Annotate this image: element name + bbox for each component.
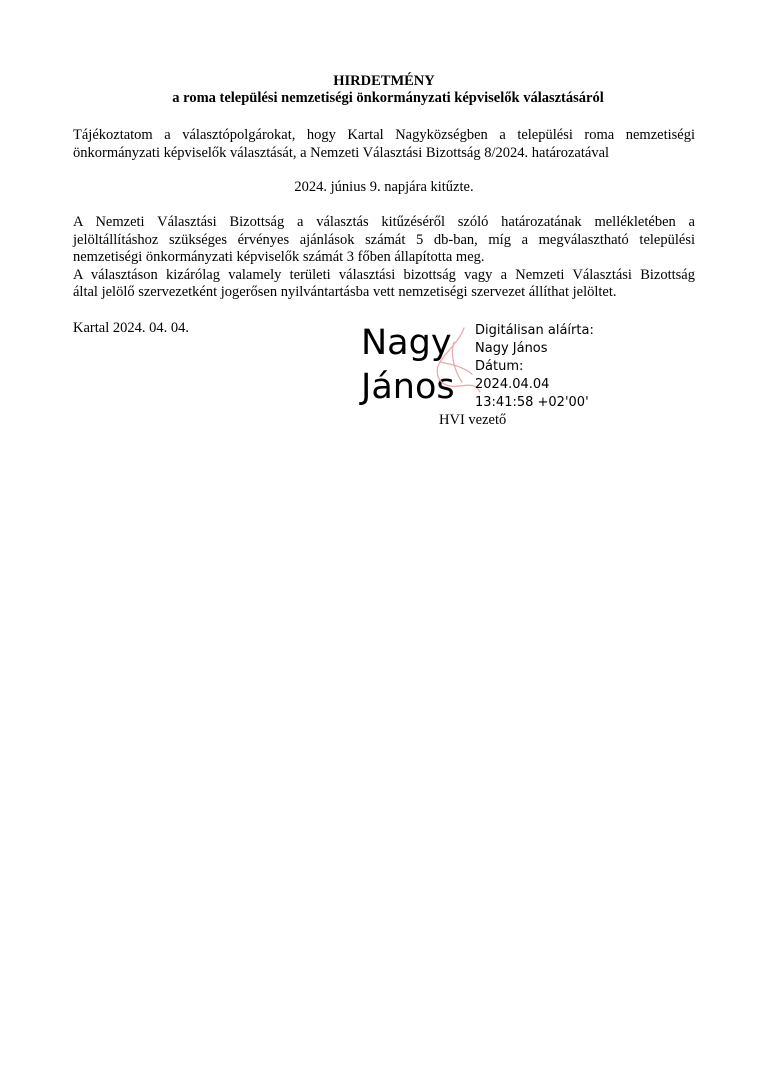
paragraph-line: által jelölő szervezetként jogerősen nyilvántartásba vett nemzetiségi szervezet állíthat jelöltet.: [73, 284, 617, 300]
document-title: HIRDETMÉNY: [333, 73, 435, 89]
signature-name-first: Nagy: [361, 323, 452, 363]
election-date-line: 2024. június 9. napjára kitűzte.: [294, 179, 474, 195]
paragraph-line: A választáson kizárólag valamely területi választási bizottság vagy a Nemzeti Választási Bizottság: [73, 266, 695, 283]
place-date: Kartal 2024. 04. 04.: [73, 320, 189, 336]
signer-role: HVI vezető: [439, 412, 507, 428]
signature-time: 13:41:58 +02'00': [475, 395, 589, 410]
signature-signer: Nagy János: [475, 341, 548, 356]
paragraph-line: Tájékoztatom a választópolgárokat, hogy Kartal Nagyközségben a települési roma nemzetiségi: [73, 127, 695, 143]
paragraph-line: jelöltállításhoz szükséges érvényes ajánlások számát 5 db-ban, míg a megválasztható települési: [73, 231, 695, 248]
paragraph-line: önkormányzati képviselők választását, a Nemzeti Választási Bizottság 8/2024. határozatával: [73, 144, 610, 161]
paragraph-details: [73, 214, 695, 302]
document-subtitle: a roma települési nemzetiségi önkormányzati képviselők választásáról: [172, 90, 604, 106]
digital-signature-details: [475, 322, 594, 412]
signature-digital-label: Digitálisan aláírta:: [475, 323, 594, 338]
signature-date: 2024.04.04: [475, 377, 550, 392]
signature-name-last: János: [361, 367, 455, 407]
paragraph-announcement: [73, 127, 695, 162]
signature-date-label: Dátum:: [475, 359, 524, 374]
paragraph-line: nemzetiségi önkormányzati képviselők számát 3 főben állapította meg.: [73, 249, 485, 265]
paragraph-line: A Nemzeti Választási Bizottság a választás kitűzéséről szóló határozatának mellékletében a: [73, 214, 695, 230]
